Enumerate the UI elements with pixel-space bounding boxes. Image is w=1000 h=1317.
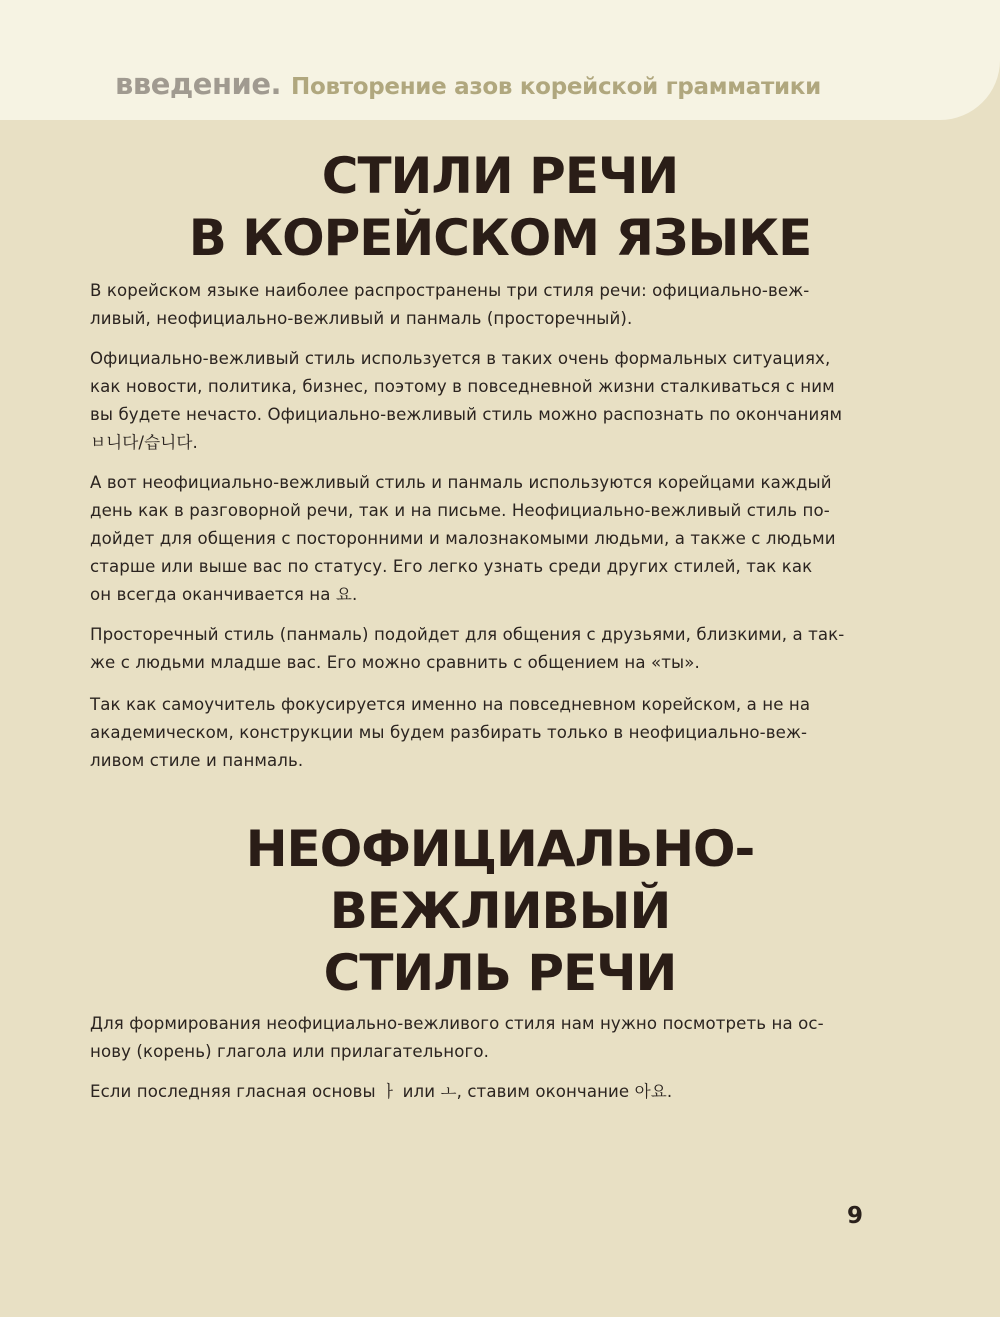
section-heading-speech-styles bbox=[0, 145, 1000, 269]
paragraph bbox=[90, 1078, 865, 1106]
text-line: А вот неофициально-вежливый стиль и панмаль используются корейцами каждый bbox=[90, 473, 832, 492]
paragraph bbox=[90, 691, 865, 775]
text-line: ㅂ니다/습니다. bbox=[90, 433, 198, 452]
text-line: ливый, неофициально-вежливый и панмаль (просторечный). bbox=[90, 309, 633, 328]
text-line: Для формирования неофициально-вежливого стиля нам нужно посмотреть на ос- bbox=[90, 1014, 824, 1033]
section-label: введение. bbox=[115, 67, 282, 101]
paragraph bbox=[90, 469, 865, 609]
text-line: день как в разговорной речи, так и на письме. Неофициально-вежливый стиль по- bbox=[90, 501, 830, 520]
paragraph bbox=[90, 621, 865, 677]
heading-line: СТИЛИ РЕЧИ bbox=[321, 147, 679, 205]
paragraph bbox=[90, 1010, 865, 1066]
heading-line: ВЕЖЛИВЫЙ bbox=[329, 882, 671, 940]
text-line: Так как самоучитель фокусируется именно на повседневном корейском, а не на bbox=[90, 695, 811, 714]
paragraph bbox=[90, 345, 865, 457]
text-line: же с людьми младше вас. Его можно сравнить с общением на «ты». bbox=[90, 653, 700, 672]
section-heading-informal-polite-style bbox=[0, 818, 1000, 1004]
text-line: вы будете нечасто. Официально-вежливый стиль можно распознать по окончаниям bbox=[90, 405, 843, 424]
text-line: Если последняя гласная основы ㅏ или ㅗ, ставим окончание 아요. bbox=[90, 1082, 673, 1101]
text-line: академическом, конструкции мы будем разбирать только в неофициально-веж- bbox=[90, 723, 808, 742]
text-line: старше или выше вас по статусу. Его легко узнать среди других стилей, так как bbox=[90, 557, 813, 576]
text-line: Просторечный стиль (панмаль) подойдет для общения с друзьями, близкими, а так- bbox=[90, 625, 845, 644]
running-header bbox=[115, 64, 821, 109]
text-line: нову (корень) глагола или прилагательного. bbox=[90, 1042, 489, 1061]
chapter-subtitle: Повторение азов корейской грамматики bbox=[291, 74, 821, 100]
text-line: Официально-вежливый стиль используется в таких очень формальных ситуациях, bbox=[90, 349, 831, 368]
text-line: дойдет для общения с посторонними и малознакомыми людьми, а также с людьми bbox=[90, 529, 836, 548]
heading-line: В КОРЕЙСКОМ ЯЗЫКЕ bbox=[188, 209, 812, 267]
text-line: В корейском языке наиболее распространены три стиля речи: официально-веж- bbox=[90, 281, 810, 300]
text-line: он всегда оканчивается на 요. bbox=[90, 585, 358, 604]
heading-line: НЕОФИЦИАЛЬНО- bbox=[245, 820, 755, 878]
text-line: ливом стиле и панмаль. bbox=[90, 751, 304, 770]
text-line: как новости, политика, бизнес, поэтому в повседневной жизни сталкиваться с ним bbox=[90, 377, 835, 396]
page-number: 9 bbox=[846, 1203, 863, 1229]
paragraph bbox=[90, 277, 865, 333]
heading-line: СТИЛЬ РЕЧИ bbox=[323, 944, 677, 1002]
